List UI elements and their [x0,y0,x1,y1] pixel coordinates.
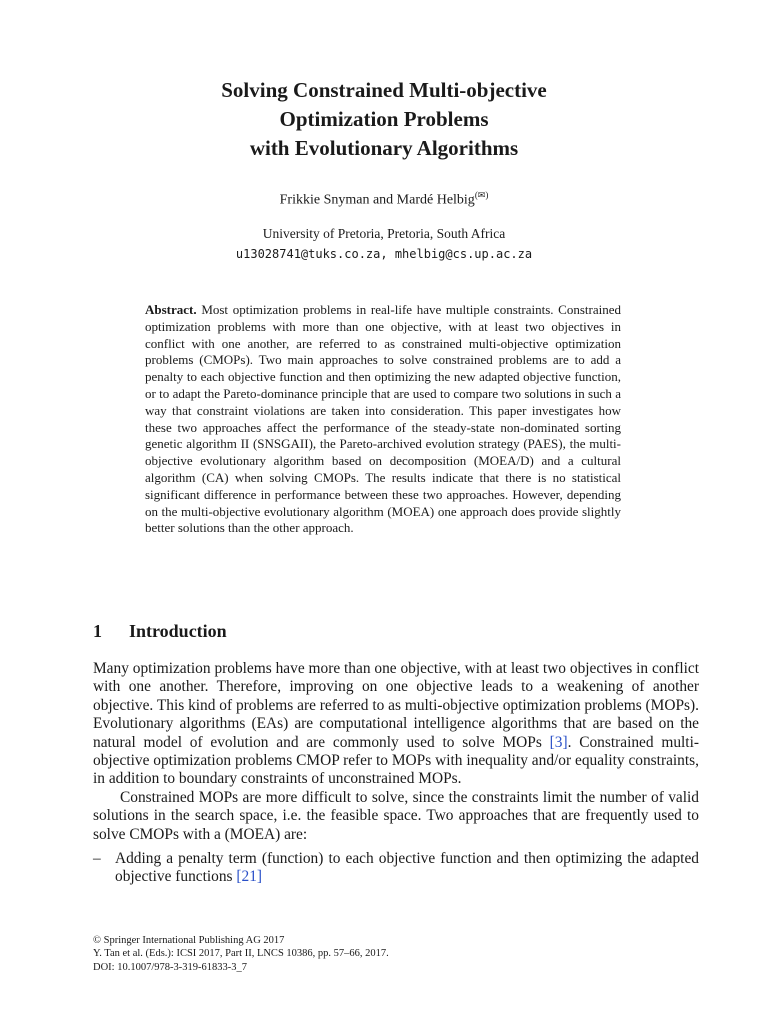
citation-link[interactable]: [3] [549,733,568,751]
author-names: Frikkie Snyman and Mardé Helbig [279,192,475,208]
title-line-1: Solving Constrained Multi-objective [221,78,547,102]
section-title: Introduction [129,621,227,641]
institution: University of Pretoria, Pretoria, South Africa [262,226,506,241]
paragraph-2: Constrained MOPs are more difficult to solve, since the constraints limit the number of valid solutions in the search space, i.e. the feasible space. Two approaches that are frequently used to solve CMOPs with a (MOEA) are: [93,788,699,843]
paper-title [80,76,688,163]
paragraph-1 [93,660,699,789]
footer-copyright: © Springer International Publishing AG 2017 [93,935,285,946]
list-item-text: Adding a penalty term (function) to each objective function and then optimizing the adapted objective functions [115,850,699,886]
paragraph-1-text-a: Many optimization problems have more than one objective, with at least two objectives in conflict with one another. Therefore, improving on one objective leads to a weakening of another objective. This kind of problems are referred to as multi-objective optimization problems (MOPs). Evolutionary algorithms (EAs) are computational intelligence algorithms that are based on the natural model of evolution and are commonly used to solve MOPs [93,660,699,751]
affiliation-block [0,224,768,264]
section-heading [93,621,227,642]
section-body [93,660,699,887]
copyright-footer [93,934,389,974]
abstract-text: Most optimization problems in real-life have multiple constraints. Constrained optimization problems with more than one objective, with at least two objectives in conflict with one another, are referred to as constrained multi-objective optimization problems (CMOPs). Two main approaches to solve constrained problems are to add a penalty to each objective function and then optimizing the new adapted objective function, or to adapt the Pareto-dominance principle that are used to compare two solutions in such a way that constraint violations are taken into consideration. This paper investigates how these two approaches affect the performance of the steady-state non-dominated sorting genetic algorithm II (SNSGAII), the Pareto-archived evolution strategy (PAES), the multi-objective evolutionary algorithm based on decomposition (MOEA/D) and a cultural algorithm (CA) when solving CMOPs. The results indicate that there is no statistical significant difference in performance between these two approaches. However, depending on the multi-objective evolutionary algorithm (MOEA) one approach does provide slightly better solutions than the other approach. [145,302,621,536]
paragraph-1-text-b: . Constrained multi-objective optimization problems CMOP refer to MOPs with inequality and/or equality constraints, in addition to boundary constraints of unconstrained MOPs. [93,733,699,788]
list-item [93,850,699,887]
citation-link[interactable]: [21] [236,868,263,886]
footer-doi: DOI: 10.1007/978-3-319-61833-3_7 [93,961,247,973]
author-emails: u13028741@tuks.co.za, mhelbig@cs.up.ac.za [235,247,533,261]
list-dash: – [93,850,101,868]
title-line-3: with Evolutionary Algorithms [249,136,519,160]
abstract-label: Abstract. [145,302,197,317]
author-line [0,190,768,209]
title-line-2: Optimization Problems [279,107,489,131]
footer-citation: Y. Tan et al. (Eds.): ICSI 2017, Part II, LNCS 10386, pp. 57–66, 2017. [93,948,389,960]
envelope-icon: (✉) [474,190,489,200]
section-number: 1 [93,621,102,641]
abstract [145,302,621,537]
